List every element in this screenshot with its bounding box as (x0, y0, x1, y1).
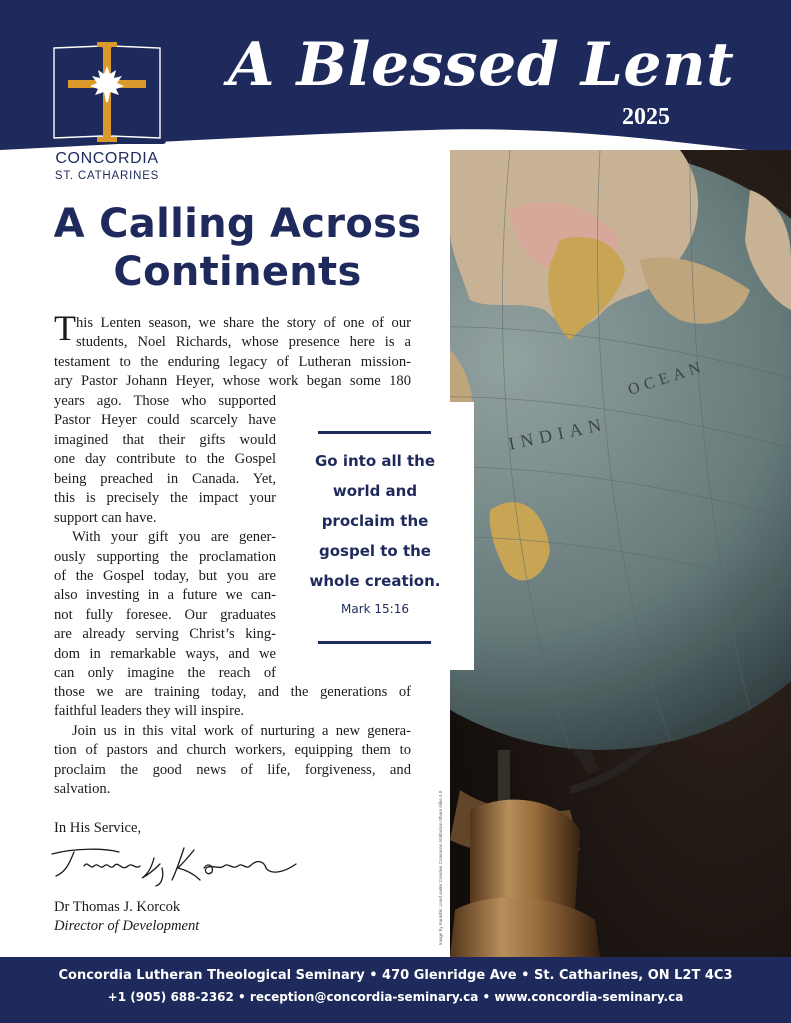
text-line: students, Noel Richards, whose presence here is a (76, 334, 411, 351)
page-title: A Blessed Lent (228, 30, 735, 100)
globe-photo (450, 150, 791, 957)
quote-line: gospel to the (319, 542, 431, 560)
footer-address: Concordia Lutheran Theological Seminary • 470 Glenridge Ave • St. Catharines, ON L2T 4C3 (58, 968, 733, 983)
logo-subtitle: ST. CATHARINES (54, 170, 160, 182)
text-line: testament to the enduring legacy of Lutheran mission- (54, 353, 411, 370)
text-line: faithful leaders they will inspire. (54, 703, 245, 720)
text-line: not fully foresee. Our graduates (54, 606, 276, 623)
article-title (40, 200, 435, 296)
text-line: years ago. Those who supported (54, 393, 276, 409)
text-line: support can have. (54, 509, 157, 526)
text-line: his Lenten season, we share the story of one of our (76, 315, 411, 331)
text-line: tion of pastors and church workers, equipping them to (54, 742, 411, 759)
paragraph-intro (54, 314, 411, 392)
quote-rule-bottom (318, 641, 431, 644)
signer-name: Dr Thomas J. Korcok (54, 899, 181, 915)
drop-cap: T (54, 308, 76, 348)
text-line: dom in remarkable ways, and we (54, 645, 276, 662)
text-line: of the Gospel today, but you are (54, 567, 276, 584)
quote-rule-top (318, 431, 431, 434)
text-line: are already serving Christ’s king- (54, 626, 276, 643)
closing-salutation: In His Service, (54, 820, 142, 836)
article-title-line-2: Continents (113, 249, 362, 295)
quote-line: whole creation. (309, 572, 441, 590)
text-line: one day contribute to the Gospel (54, 451, 276, 468)
text-line: this is precisely the impact your (54, 490, 276, 507)
text-line: Join us in this vital work of nurturing a new genera- (72, 722, 411, 739)
text-line: salvation. (54, 781, 111, 798)
logo-name: CONCORDIA (55, 150, 159, 167)
quote-reference: Mark 15:16 (341, 602, 409, 616)
text-line: those we are training today, and the generations of (54, 684, 411, 700)
globe-illustration (450, 150, 791, 957)
paragraph-closing (54, 683, 411, 800)
text-line: imagined that their gifts would (54, 431, 276, 448)
article-title-line-1: A Calling Across (53, 201, 422, 247)
text-line: can only imagine the reach of (54, 665, 276, 682)
svg-text:OCEAN: OCEAN (625, 357, 708, 399)
signer-title: Director of Development (54, 918, 200, 934)
text-line: ary Pastor Johann Heyer, whose work began some 180 (54, 373, 411, 390)
footer-band (0, 957, 791, 1023)
text-line: proclaim the good news of life, forgiveness, and (54, 761, 411, 778)
svg-text:INDIAN: INDIAN (506, 413, 609, 454)
text-line: also investing in a future we can- (54, 587, 276, 604)
cross-book-logo-icon (46, 36, 168, 148)
footer-contact: +1 (905) 688-2362 • reception@concordia-seminary.ca • www.concordia-seminary.ca (107, 990, 684, 1004)
text-line: Pastor Heyer could scarcely have (54, 412, 276, 429)
photo-credit: Image by Kanishk. Used under Creative Commons Attribution-Share Alike 4.0 (438, 790, 443, 945)
text-line: ously supporting the proclamation (54, 548, 276, 565)
quote-text (300, 446, 450, 596)
text-line: With your gift you are gener- (72, 529, 276, 546)
quote-line: Go into all the (314, 452, 435, 470)
year-label: 2025 (622, 104, 670, 130)
text-line: being preached in Canada. Yet, (54, 470, 276, 487)
quote-line: proclaim the (321, 512, 429, 530)
quote-line: world and (332, 482, 418, 500)
pull-quote (294, 402, 474, 670)
paragraph-narrow-column (54, 392, 276, 684)
handwritten-signature (44, 840, 304, 890)
